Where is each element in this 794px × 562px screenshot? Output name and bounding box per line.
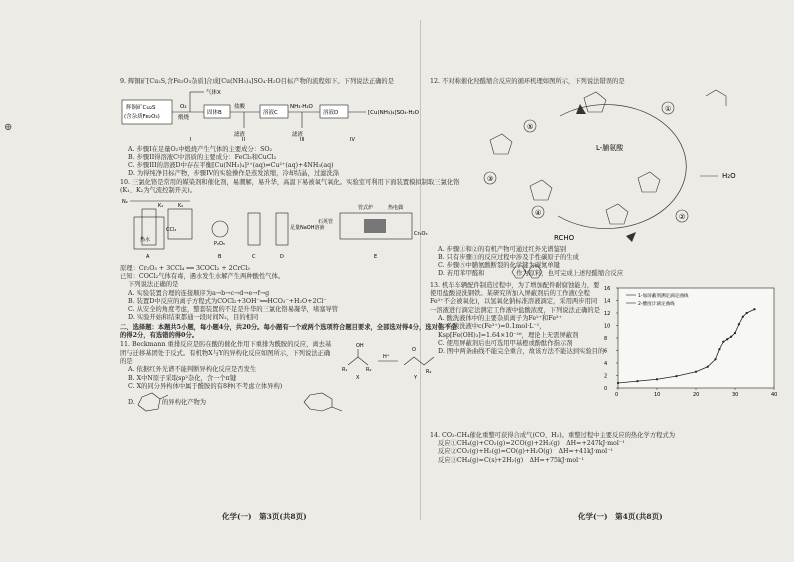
q11-x: X bbox=[356, 375, 360, 382]
q12-option-c: C. 步骤⑤中脯氨酸断裂的化学键为碳氮单键 bbox=[438, 262, 560, 270]
q11-oxime-structure bbox=[134, 391, 174, 413]
cycle-step-5: ⑤ bbox=[527, 123, 534, 132]
label-k1: K₁ bbox=[158, 203, 164, 210]
q11-y-r2: R₂ bbox=[426, 369, 432, 376]
q11-y: Y bbox=[414, 375, 418, 382]
svg-text:O: O bbox=[412, 347, 416, 354]
flow-ore-impurity: (含杂质Fe₂O₃) bbox=[124, 114, 160, 121]
footer-left: 化学(一) 第3页(共8页) bbox=[222, 512, 307, 521]
label-thermocouple: 热电偶 bbox=[388, 205, 404, 212]
cycle-step-3: ③ bbox=[487, 175, 494, 184]
q13-option-c: C. 使用屏蔽剂后也可选用甲基橙或酚酞作指示剂 bbox=[438, 339, 573, 347]
y-tick-label-3: 6 bbox=[604, 348, 608, 355]
data-point-10 bbox=[730, 335, 732, 337]
q12-option-d: D. 若用苯甲醛和 作为原料，也可完成上述羟醛缩合反应 bbox=[438, 270, 624, 278]
data-point-5 bbox=[707, 365, 709, 367]
flow-acid: 盐酸 bbox=[234, 104, 246, 111]
y-tick-label-5: 10 bbox=[604, 323, 611, 330]
section-two-header: 二、选择题：本题共5小题，每小题4分，共20分。每小题有一个或两个选项符合题目要求，全部选对得4分，选对但不全的得2分，有选错的得0分。 bbox=[120, 323, 457, 340]
x-tick-label-4: 40 bbox=[771, 391, 778, 398]
data-point-12 bbox=[738, 323, 740, 325]
data-point-3 bbox=[675, 375, 677, 377]
right-column bbox=[430, 78, 785, 465]
q9-stem: 9. 辉铜矿[Cu₂S,含Fe₂O₃杂质]合成[Cu(NH₃)₄]SO₄·H₂O目标产物的流程如下。下列说法正确的是 bbox=[120, 78, 395, 85]
y-tick-label-8: 16 bbox=[604, 285, 611, 292]
registration-mark-icon: ⊕ bbox=[4, 122, 13, 133]
q10-apparatus bbox=[120, 195, 450, 261]
x-tick-label-2: 20 bbox=[693, 391, 700, 398]
q12-option-d-row bbox=[430, 270, 785, 278]
q11-option-c: C. X的同分异构体中属于酰胺的有8种(不考虑立体异构) bbox=[128, 382, 283, 390]
q12-benzophenone-structure bbox=[508, 262, 544, 282]
q14-stem: 14. CO₂-CH₄催化重整可获得合成气(CO、H₂)。重整过程中主要反应的热化学方程式为 bbox=[430, 431, 676, 439]
flow-residue-2: 滤渣 bbox=[292, 132, 304, 139]
flow-solution-c: 溶液C bbox=[263, 110, 278, 117]
flow-step-1: I bbox=[190, 137, 192, 143]
q10-known: 已知：COCl₂气体有毒，遇水发生水解产生两种酸性气体。 bbox=[120, 272, 285, 280]
data-point-8 bbox=[722, 340, 724, 342]
q14-reaction-3: 反应③CH₄(g)=C(s)+2H₂(g) ΔH=+75kJ·mol⁻¹ bbox=[438, 456, 585, 464]
data-point-11 bbox=[734, 332, 736, 334]
y-tick-label-1: 2 bbox=[604, 373, 608, 380]
q14-reaction-2: 反应②CO₂(g)+H₂(g)=CO(g)+H₂O(g) ΔH=+41kJ·mol⁻¹ bbox=[438, 448, 614, 456]
flow-roast: 煅烧 bbox=[178, 115, 190, 122]
q14-reaction-1: 反应①CH₄(g)+CO₂(g)=2CO(g)+2H₂(g) ΔH=+247kJ·mol⁻¹ bbox=[438, 440, 625, 448]
data-point-0 bbox=[617, 382, 619, 384]
cycle-step-2: ② bbox=[679, 213, 686, 222]
label-k2: K₂ bbox=[178, 203, 184, 210]
apparatus-a: A bbox=[146, 254, 150, 261]
y-tick-label-7: 14 bbox=[604, 298, 611, 305]
data-point-14 bbox=[746, 312, 748, 314]
q11-lactam-structure bbox=[300, 391, 350, 413]
q11-option-b: B. X中N原子采取sp²杂化，含一个π键 bbox=[128, 374, 237, 382]
cycle-water-label: H₂O bbox=[722, 172, 736, 181]
q11-option-d-row bbox=[120, 391, 460, 413]
y-tick-label-0: 0 bbox=[604, 385, 608, 392]
q11-option-a: A. 依据红外光谱不能判断异构化反应是否发生 bbox=[128, 366, 257, 374]
label-quartz-tube: 石英管 bbox=[318, 219, 334, 226]
q12-stem: 12. 不对称催化羟醛缩合反应的循环机理如图所示，下列说法错误的是 bbox=[430, 78, 625, 85]
label-ccl4: CCl₄ bbox=[166, 227, 177, 234]
q13-option-a: A. 酸洗液体中的主要杂质离子为Fe²⁺和Fe³⁺ bbox=[438, 314, 562, 322]
x-tick-label-1: 10 bbox=[654, 391, 661, 398]
y-tick-label-2: 4 bbox=[604, 360, 608, 367]
apparatus-e: E bbox=[374, 254, 378, 261]
q10-option-d: D. 实验开始和结束都通一段时间N₂，目的相同 bbox=[128, 314, 259, 322]
q9-option-c: C. 步骤III的溶液D中存在平衡[Cu(NH₃)₄]²⁺(aq)⇌Cu²⁺(aq)+4NH₃(aq) bbox=[128, 162, 334, 170]
data-point-13 bbox=[742, 315, 744, 317]
y-tick-label-4: 8 bbox=[604, 335, 608, 342]
legend-entry-0: 1-加屏蔽剂测定滴定曲线 bbox=[638, 293, 689, 299]
flow-gas-x: 气体X bbox=[206, 90, 221, 97]
q10-stem: 10. 三氯化铬是常用的媒染剂和催化剂，易潮解，易升华，高温下易被氧气氧化。实验室可利用下面装置模拟制取三氯化铬(K₁、K₂为气流控制开关)。 bbox=[120, 178, 460, 195]
apparatus-b: B bbox=[218, 254, 222, 261]
label-n2: N₂ bbox=[122, 199, 128, 206]
flow-o2: O₂ bbox=[180, 104, 187, 111]
q10-ask: 下列说法正确的是 bbox=[128, 281, 179, 289]
q10-reaction: 原理：Cr₂O₃ + 3CCl₄ ══ 3COCl₂ + 2CrCl₃ bbox=[120, 264, 250, 272]
data-point-7 bbox=[718, 348, 720, 350]
flow-solution-d: 溶液D bbox=[323, 110, 339, 117]
q9-flowchart bbox=[120, 86, 450, 142]
q13-option-b: B. 若酸洗液中c(Fe³⁺)=0.1mol·L⁻¹，Ksp[Fe(OH)₃]=1.64×10⁻¹⁶，理论上无需屏蔽剂 bbox=[438, 323, 579, 339]
q10-option-c: C. 从安全的角度考虑，整套装置的不足是升华的三氯化铬易凝华，堵塞导管 bbox=[128, 306, 339, 314]
apparatus-d: D bbox=[280, 254, 284, 261]
flow-step-2: II bbox=[242, 137, 245, 143]
cycle-catalyst-label: L-脯氨酸 bbox=[596, 144, 624, 153]
data-point-6 bbox=[714, 358, 716, 360]
q11-r1: R₁ bbox=[342, 367, 348, 374]
q10-option-a: A. 实验装置合理的连接顺序为a→b→c→d→e→f→g bbox=[128, 289, 270, 297]
q12-option-b: B. 只有步骤③的反应过程中涉及手性碳原子的生成 bbox=[438, 253, 579, 261]
footer-right: 化学(一) 第4页(共8页) bbox=[578, 512, 663, 521]
q13-titration-chart bbox=[602, 282, 782, 400]
q9-option-a: A. 步骤I在足量O₂中煅烧产生气体的主要成分：SO₂ bbox=[128, 145, 273, 153]
q11-stem: 11. Beckmann 重排反应是肟在酸的催化作用下重排为酰胺的反应，离去基团与迁移基团处于反式。有机物X与Y的异构化反应如图所示，下列说法正确的是 bbox=[120, 341, 332, 365]
label-p2o5: P₂O₅ bbox=[214, 241, 225, 248]
q12-option-a: A. 步骤①和②的有机产物可通过红外光谱鉴别 bbox=[438, 245, 567, 253]
cycle-step-4: ④ bbox=[535, 209, 542, 218]
cycle-rcho-label: RCHO bbox=[554, 234, 575, 243]
q13-block bbox=[430, 282, 785, 432]
q11-hplus: H⁺ bbox=[383, 354, 390, 361]
flow-solid-b: 固体B bbox=[207, 110, 222, 117]
q13-stem: 13. 机车车辆配件制造过程中，为了增加配件耐腐蚀能力，要使用盐酸浸洗钢铁。某研究所加入屏蔽剂后的工作液(全程Fe²⁺不会被氧化)，以氢氧化钠标准溶液滴定，采用两步用同一溶液进行滴定法测定工作液中盐酸浓度，下列说法正确的是 bbox=[430, 281, 601, 314]
flow-ammonia: NH₃·H₂O bbox=[290, 104, 313, 111]
label-furnace: 管式炉 bbox=[358, 205, 374, 212]
flow-ore: 辉铜矿Cu₂S bbox=[126, 105, 156, 112]
x-tick-label-0: 0 bbox=[615, 391, 619, 398]
x-tick-label-3: 30 bbox=[732, 391, 739, 398]
cycle-step-1: ① bbox=[665, 105, 672, 114]
q11-option-d: D. 的异构化产物为 bbox=[128, 399, 207, 407]
legend-entry-1: 2-酸度计滴定曲线 bbox=[638, 301, 675, 307]
q9-option-b: B. 步骤II得溶液C中溶质的主要成分：FeCl₃和CuCl₂ bbox=[128, 153, 277, 161]
q10-option-b: B. 装置D中反应的离子方程式为COCl₂+3OH⁻══HCO₃⁻+H₂O+2Cl⁻ bbox=[128, 297, 327, 305]
y-tick-label-6: 12 bbox=[604, 310, 611, 317]
left-column bbox=[120, 78, 460, 413]
label-hot-water: 热水 bbox=[140, 237, 151, 244]
label-cr2o3: Cr₂O₃ bbox=[414, 231, 428, 238]
q12-catalytic-cycle bbox=[430, 86, 780, 242]
flow-residue-1: 滤渣 bbox=[234, 132, 246, 139]
data-point-15 bbox=[753, 308, 755, 310]
data-point-2 bbox=[656, 378, 658, 380]
apparatus-c: C bbox=[252, 254, 256, 261]
data-point-4 bbox=[695, 370, 697, 372]
q13-option-d: D. 图中两条曲线不能完全重合，故该方法不能达到实验目的 bbox=[438, 348, 605, 356]
label-naoh: 足量NaOH溶液 bbox=[290, 225, 325, 232]
flow-step-3: III bbox=[300, 137, 305, 143]
q9-option-d: D. 为得纯净目标产物，步骤IV的实验操作是蒸发浓缩，冷却结晶，过滤洗涤 bbox=[128, 170, 340, 178]
q11-r2: R₂ bbox=[366, 367, 372, 374]
flow-step-4: IV bbox=[350, 137, 355, 143]
data-point-1 bbox=[636, 380, 638, 382]
data-point-9 bbox=[726, 338, 728, 340]
q11-oh: OH bbox=[356, 343, 364, 350]
flow-product: [Cu(NH₃)₄]SO₄·H₂O bbox=[368, 110, 420, 117]
